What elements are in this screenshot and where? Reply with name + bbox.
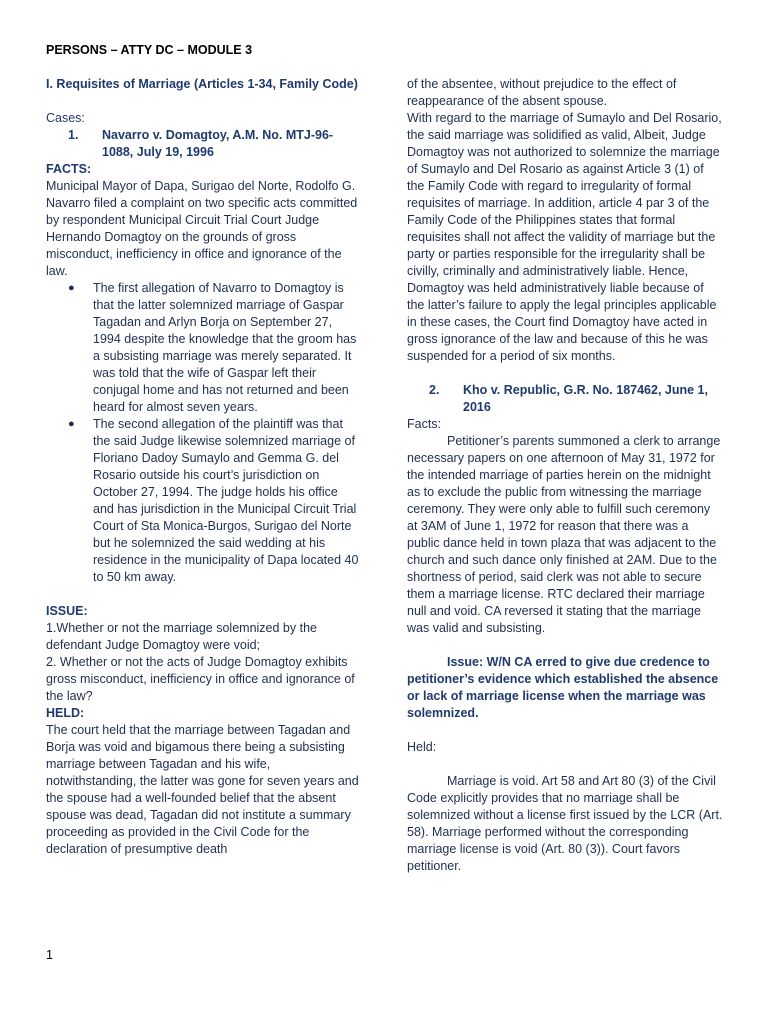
issue-1: 1.Whether or not the marriage solemnized by the defendant Judge Domagtoy were void; bbox=[46, 621, 317, 652]
facts-text: Municipal Mayor of Dapa, Surigao del Norte, Rodolfo G. Navarro filed a complaint on two specific acts committed by respondent Municipal Circuit Trial Court Judge Hernando Domagtoy on the grounds of gross misconduct, inefficiency in office and ignorance of the law. bbox=[46, 179, 358, 278]
case-1-title: Navarro v. Domagtoy, A.M. No. MTJ-96-1088, July 19, 1996 bbox=[102, 128, 334, 159]
document-header: PERSONS – ATTY DC – MODULE 3 bbox=[46, 43, 253, 57]
held-label-2: Held: bbox=[407, 740, 437, 754]
held-label: HELD: bbox=[46, 706, 85, 720]
held-text: The court held that the marriage between Tagadan and Borja was void and bigamous there being a subsisting marriage between Tagadan and his wife, notwithstanding, the latter was gone for seven years and the spouse had a well-founded belief that the absent spouse was dead, Tagadan did not institute a summary proceeding as provided in the Civil Code for the declaration of presumptive death bbox=[46, 723, 359, 856]
cases-label: Cases: bbox=[46, 111, 85, 125]
issue-text-2: Issue: W/N CA erred to give due credence to petitioner’s evidence which established the absence or lack of marriage license when the marriage was solemnized. bbox=[407, 655, 719, 720]
issue-label: ISSUE: bbox=[46, 604, 88, 618]
list-item bbox=[46, 416, 362, 586]
case-2-title: Kho v. Republic, G.R. No. 187462, June 1, 2016 bbox=[463, 383, 708, 414]
list-item bbox=[46, 280, 362, 416]
allegations-list bbox=[46, 280, 362, 586]
case-1-number: 1. bbox=[68, 128, 79, 142]
bullet-icon: ● bbox=[68, 282, 75, 294]
case-2-heading bbox=[407, 382, 723, 416]
section-title: I. Requisites of Marriage (Articles 1-34, Family Code) bbox=[46, 77, 358, 91]
case-2-number: 2. bbox=[429, 383, 440, 397]
facts-label-2: Facts: bbox=[407, 417, 442, 431]
page-number: 1 bbox=[46, 948, 53, 962]
bullet-text: The second allegation of the plaintiff was that the said Judge likewise solemnized marriage of Floriano Dadoy Sumaylo and Gemma G. del Rosario outside his court’s jurisdiction on October 27, 1994. The judge holds his office and has jurisdiction in the Municipal Circuit Trial Court of Sta Monica-Burgos, Surigao del Norte but he solemnized the said wedding at his residence in the municipality of Dapa located 40 to 50 km away. bbox=[93, 417, 359, 584]
case-1-heading bbox=[46, 127, 362, 161]
bullet-icon: ● bbox=[68, 418, 75, 430]
held-text-2: Marriage is void. Art 58 and Art 80 (3) of the Civil Code explicitly provides that no marriage shall be solemnized without a license first issued by the LCR (Art. 58). Marriage performed without the corresponding marriage license is void (Art. 80 (3)). Court favors petitioner. bbox=[407, 774, 723, 873]
ruling-text: With regard to the marriage of Sumaylo and Del Rosario, the said marriage was solidified as valid, Albeit, Judge Domagtoy was not authorized to solemnize the marriage of Sumaylo and Del Rosario as against Article 3 (1) of the Family Code with regard to irregularity of formal requisites of marriage. In addition, article 4 par 3 of the Family Code of the Philippines states that formal requisites shall not affect the validity of marriage but the party or parties responsible for the irregularity shall be civilly, criminally and administratively liable. Hence, Domagtoy was held administratively liable because of the latter’s failure to apply the legal principles applicable in these cases, the Court find Domagtoy have acted in gross ignorance of the law and because of this he was suspended for a period of six months. bbox=[407, 111, 722, 363]
facts-label: FACTS: bbox=[46, 162, 92, 176]
bullet-text: The first allegation of Navarro to Domagtoy is that the latter solemnized marriage of Gaspar Tagadan and Arlyn Borja on September 27, 1994 despite the knowledge that the groom has a subsisting marriage was merely separated. It was told that the wife of Gaspar left their conjugal home and has not returned and been heard for almost seven years. bbox=[93, 281, 357, 414]
continued-text: of the absentee, without prejudice to the effect of reappearance of the absent spouse. bbox=[407, 77, 677, 108]
left-column bbox=[46, 76, 362, 858]
facts-text-2: Petitioner’s parents summoned a clerk to arrange necessary papers on one afternoon of May 31, 1972 for the intended marriage of parties herein on the midnight as to exclude the public from witnessing the marriage ceremony. They were only able to fulfill such ceremony at 3AM of June 1, 1972 for reason that there was a public dance held in town plaza that was adjacent to the church and such dance only finished at 2AM. Due to the shortness of period, said clerk was not able to secure them a marriage license. RTC declared their marriage null and void. CA reversed it stating that the marriage was valid and subsisting. bbox=[407, 434, 721, 635]
issue-2: 2. Whether or not the acts of Judge Domagtoy exhibits gross misconduct, inefficiency in office and ignorance of the law? bbox=[46, 655, 355, 703]
right-column bbox=[407, 76, 723, 875]
